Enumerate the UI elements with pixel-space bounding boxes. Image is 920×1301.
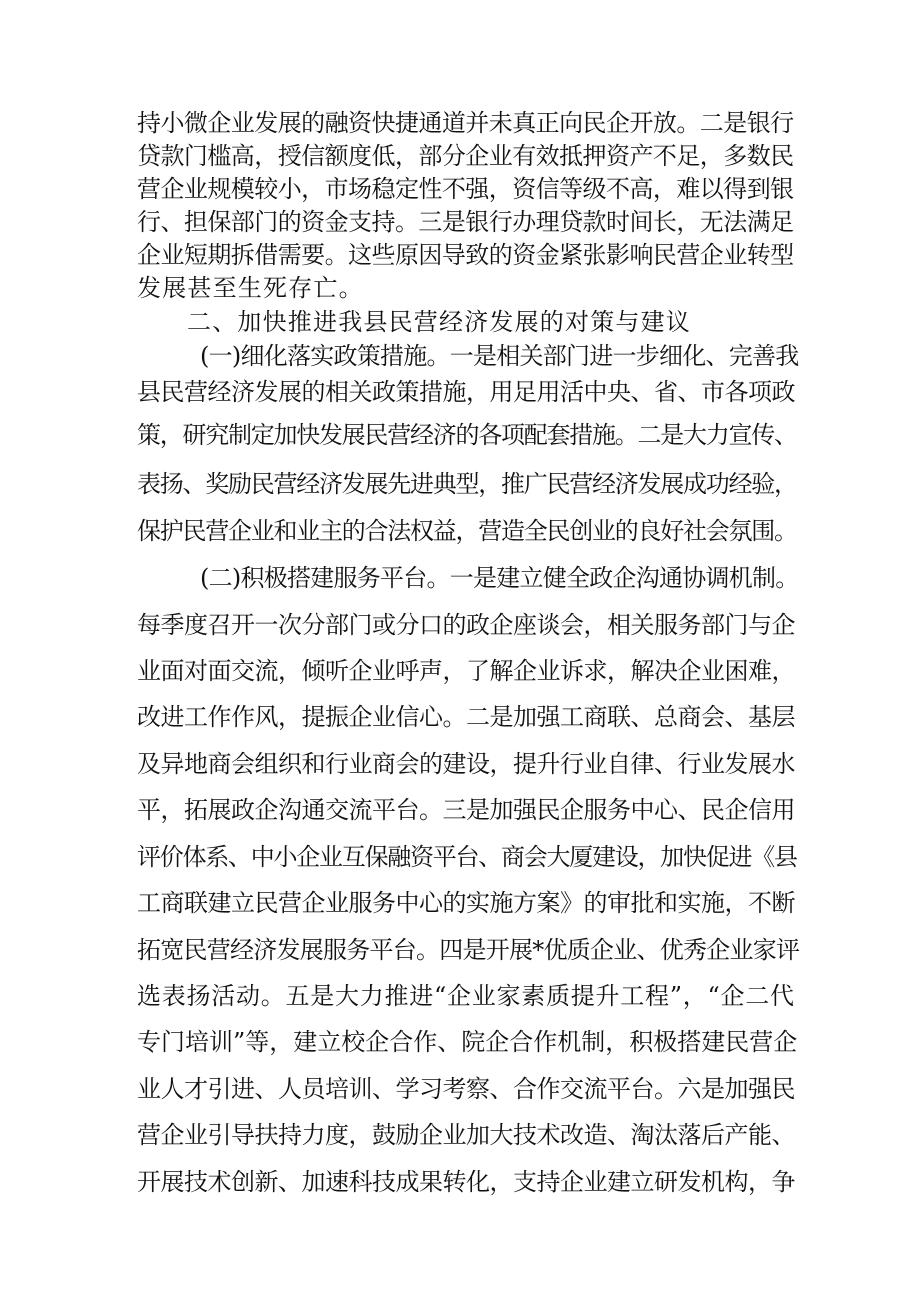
section-line: 平，拓展政企沟通交流平台。三是加强民企服务中心、民企信用 [137, 796, 795, 824]
section-heading: 二、加快推进我县民营经济发展的对策与建议 [187, 308, 691, 336]
section-line: 保护民营企业和业主的合法权益，营造全民创业的良好社会氛围。 [137, 517, 797, 545]
paragraph-line: 企业短期拆借需要。这些原因导致的资金紧张影响民营企业转型 [137, 241, 794, 269]
section-line: 营企业引导扶持力度，鼓励企业加大技术改造、淘汰落后产能、 [137, 1121, 795, 1149]
section-line: 业人才引进、人员培训、学习考察、合作交流平台。六是加强民 [137, 1075, 795, 1103]
section-line: 选表扬活动。五是大力推进“企业家素质提升工程”，“企二代 [137, 982, 795, 1010]
section-line: 业面对面交流，倾听企业呼声，了解企业诉求，解决企业困难， [137, 657, 795, 685]
section-line: 专门培训”等，建立校企合作、院企合作机制，积极搭建民营企 [137, 1028, 798, 1056]
section-line: 开展技术创新、加速科技成果转化，支持企业建立研发机构，争 [137, 1168, 795, 1196]
section-line: (二)积极搭建服务平台。一是建立健全政企沟通协调机制。 [200, 564, 799, 592]
section-line: 工商联建立民营企业服务中心的实施方案》的审批和实施，不断 [137, 889, 795, 917]
paragraph-line: 贷款门槛高，授信额度低，部分企业有效抵押资产不足，多数民 [137, 142, 794, 170]
section-line: 县民营经济发展的相关政策措施，用足用活中央、省、市各项政 [137, 378, 795, 406]
section-line: 表扬、奖励民营经济发展先进典型，推广民营经济发展成功经验， [137, 470, 797, 498]
section-line: 及异地商会组织和行业商会的建设，提升行业自律、行业发展水 [137, 750, 795, 778]
section-line: 策，研究制定加快发展民营经济的各项配套措施。二是大力宣传、 [137, 421, 797, 449]
paragraph-line: 营企业规模较小，市场稳定性不强，资信等级不高，难以得到银 [137, 175, 794, 203]
section-line: 每季度召开一次分部门或分口的政企座谈会，相关服务部门与企 [137, 611, 795, 639]
section-line: 改进工作作风，提振企业信心。二是加强工商联、总商会、基层 [137, 703, 795, 731]
section-line: (一)细化落实政策措施。一是相关部门进一步细化、完善我 [200, 342, 799, 370]
paragraph-line: 持小微企业发展的融资快捷通道并未真正向民企开放。二是银行 [137, 109, 794, 137]
section-line: 拓宽民营经济发展服务平台。四是开展*优质企业、优秀企业家评 [137, 936, 800, 964]
paragraph-line: 发展甚至生死存亡。 [137, 274, 364, 302]
section-line: 评价体系、中小企业互保融资平台、商会大厦建设，加快促进《县 [137, 843, 797, 871]
paragraph-line: 行、担保部门的资金支持。三是银行办理贷款时间长，无法满足 [137, 208, 794, 236]
